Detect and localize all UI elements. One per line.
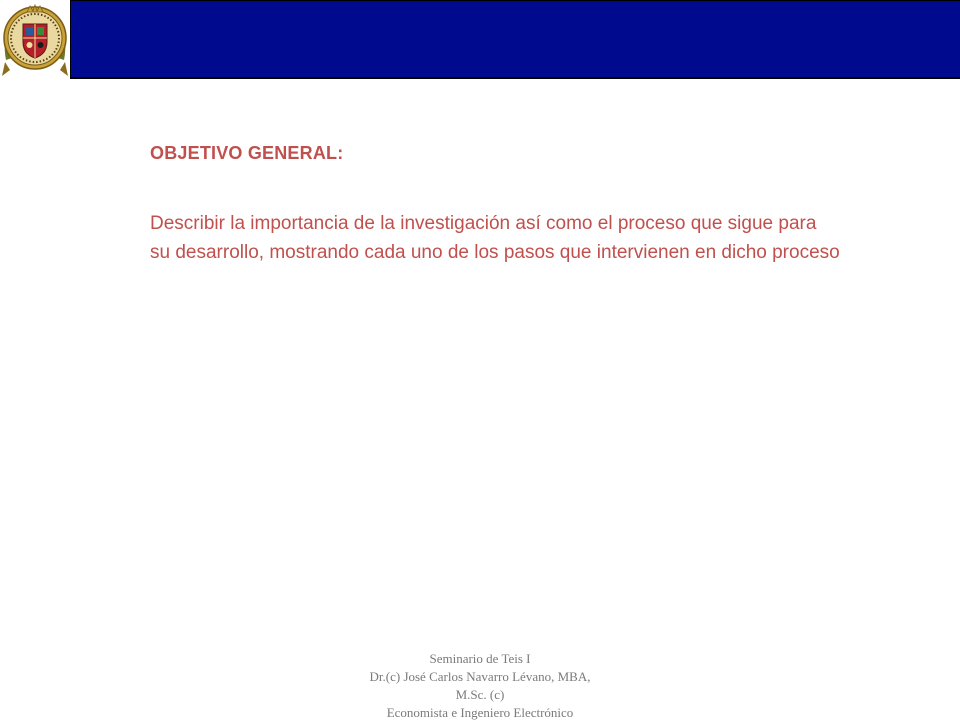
header-band: [70, 0, 960, 79]
slide-footer: [330, 650, 630, 720]
footer-line-author: Dr.(c) José Carlos Navarro Lévano, MBA,: [369, 669, 591, 684]
footer-line-course: Seminario de Teis I: [429, 651, 531, 666]
footer-line-profession: Economista e Ingeniero Electrónico: [386, 705, 574, 720]
footer-line-degree: M.Sc. (c): [455, 687, 505, 702]
slide-heading: OBJETIVO GENERAL:: [150, 143, 344, 163]
university-seal-icon: [0, 0, 70, 80]
slide-body-text: Describir la importancia de la investigación así como el proceso que sigue para su desarrollo, mostrando cada uno de los pasos que intervienen en dicho proceso: [150, 213, 840, 263]
